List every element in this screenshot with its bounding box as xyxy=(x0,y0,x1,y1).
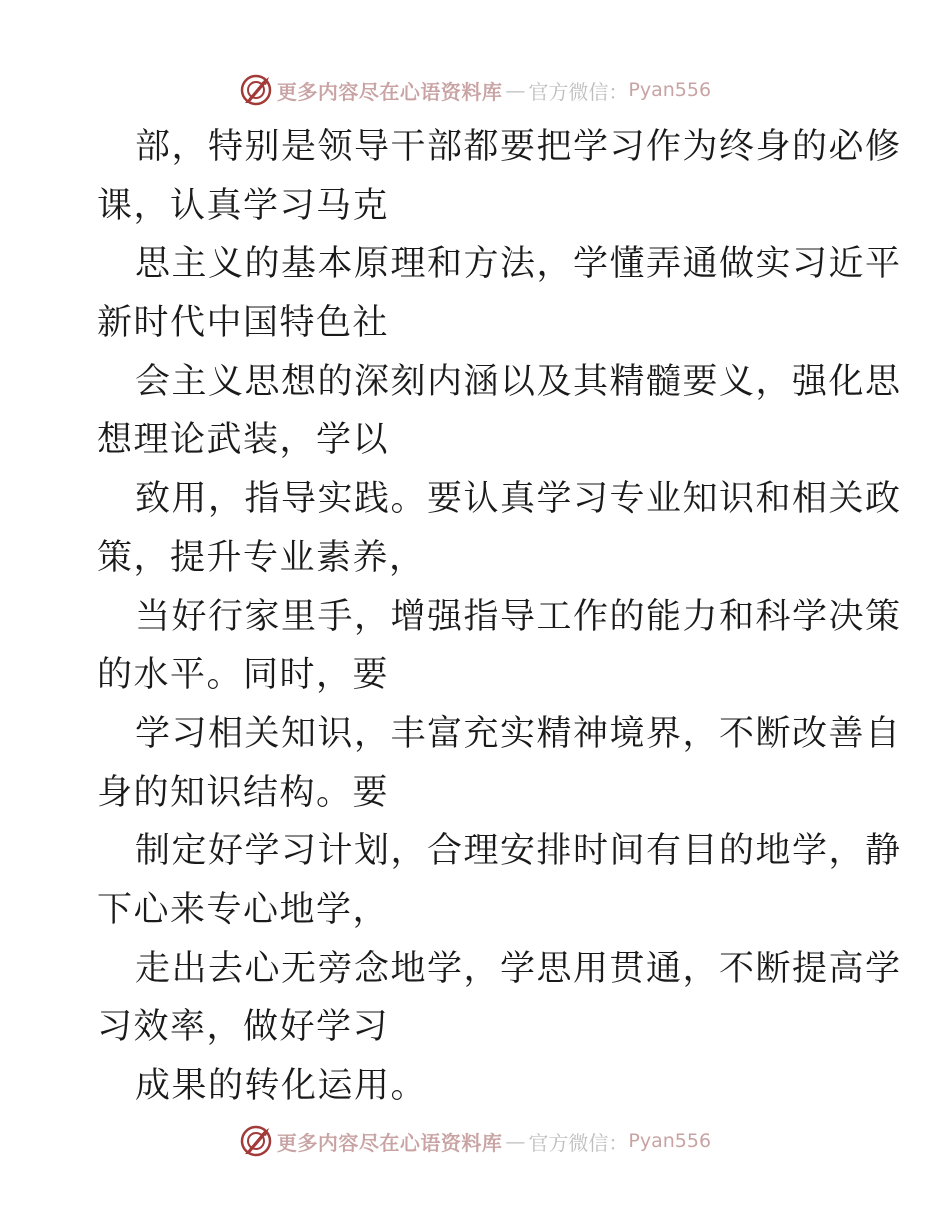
body-line: 下心来专心地学， xyxy=(97,889,390,930)
body-line: 习效率，做好学习 xyxy=(97,1007,390,1048)
body-line: 当好行家里手，增强指导工作的能力和科学决策 xyxy=(135,596,902,637)
body-line: 身的知识结构。要 xyxy=(97,772,390,813)
body-line: 的水平。同时，要 xyxy=(97,655,390,696)
body-line: 部，特别是领导干部都要把学习作为终身的必修 xyxy=(135,127,902,167)
body-line: 思主义的基本原理和方法，学懂弄通做实习近平 xyxy=(135,244,902,285)
body-line: 走出去心无旁念地学，学思用贯通，不断提高学 xyxy=(135,948,902,989)
body-line: 成果的转化运用。 xyxy=(135,1066,428,1106)
watermark-separator: — xyxy=(505,78,526,102)
quill-logo-icon xyxy=(239,1124,273,1158)
body-line: 学习相关知识，丰富充实精神境界，不断改善自 xyxy=(135,713,902,754)
body-line: 新时代中国特色社 xyxy=(97,303,390,344)
body-line: 致用，指导实践。要认真学习专业知识和相关政 xyxy=(135,479,902,520)
body-line: 课，认真学习马克 xyxy=(97,185,390,226)
watermark-official-label: 官方微信： xyxy=(528,79,629,104)
body-line: 制定好学习计划，合理安排时间有目的地学，静 xyxy=(135,831,902,872)
watermark-brand-text: 更多内容尽在心语资料库 xyxy=(276,79,503,104)
watermark-wechat-id: Pyan556 xyxy=(628,79,712,101)
watermark-brand-text: 更多内容尽在心语资料库 xyxy=(276,1130,503,1155)
watermark-official-label: 官方微信： xyxy=(528,1130,629,1155)
quill-logo-icon xyxy=(239,73,273,107)
watermark-wechat-id: Pyan556 xyxy=(628,1130,712,1152)
body-line: 策，提升专业素养， xyxy=(97,537,426,578)
body-line: 想理论武装，学以 xyxy=(97,420,390,461)
body-line: 会主义思想的深刻内涵以及其精髓要义，强化思 xyxy=(135,361,902,402)
header-watermark xyxy=(0,70,950,110)
watermark-separator: — xyxy=(505,1129,526,1153)
document-body xyxy=(97,118,902,1116)
footer-watermark xyxy=(0,1121,950,1161)
